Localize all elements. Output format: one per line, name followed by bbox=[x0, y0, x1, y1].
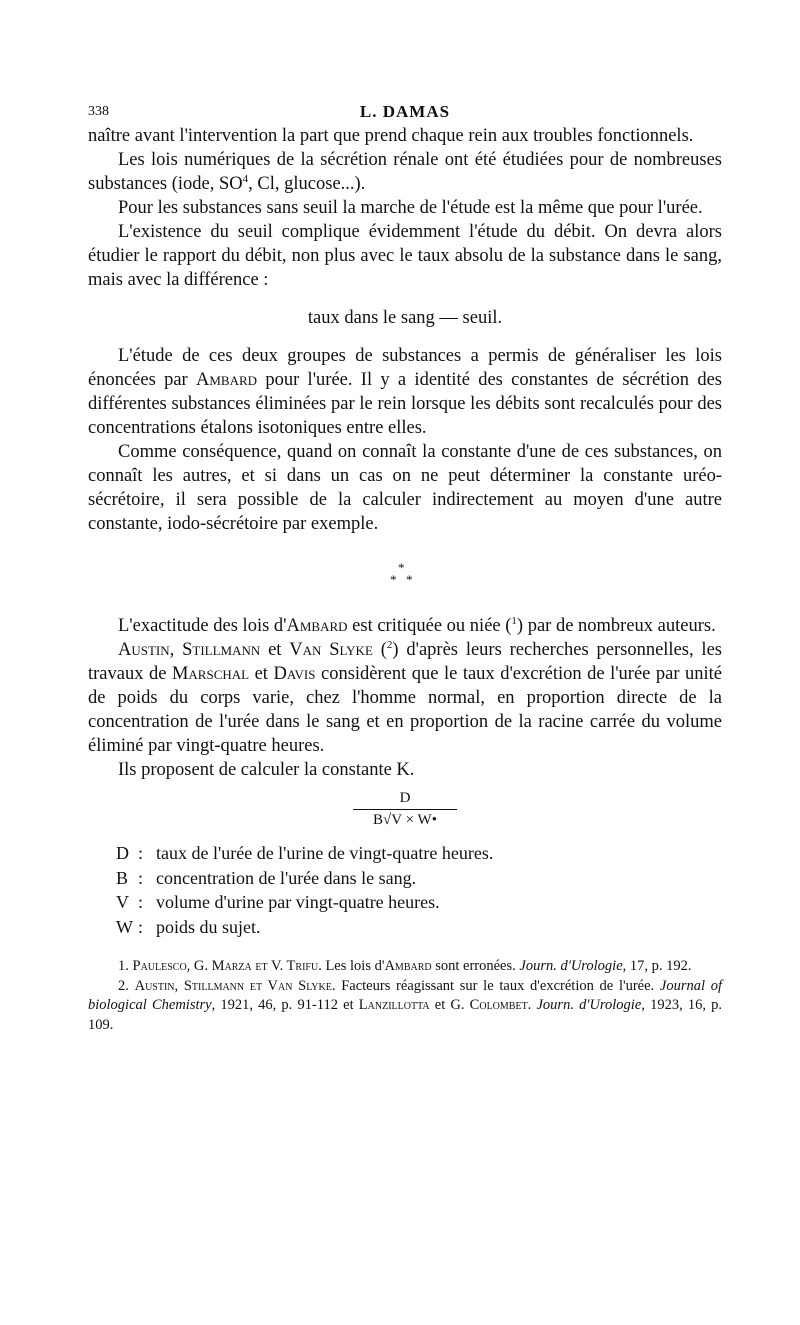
paragraph-8-text: ) d'après leurs recherches personnelles, les travaux de bbox=[88, 640, 722, 684]
formula-denominator-text: B√V × W bbox=[373, 812, 432, 828]
author-van-slyke: Van Slyke bbox=[289, 640, 373, 660]
definition-row bbox=[116, 890, 722, 915]
paragraph-6: Comme conséquence, quand on connaît la constante d'une de ces substances, on connaît les autres, et si dans un cas on ne peut déterminer la constante uréo-sécrétoire, il sera possible de la calculer indirectement au moyen d'une autre constante, iodo-sécrétoire par exemple. bbox=[88, 442, 722, 534]
star-right: * bbox=[406, 572, 413, 587]
paragraph-1: naître avant l'intervention la part que prend chaque rein aux troubles fonctionnels. bbox=[88, 126, 694, 146]
definition-row bbox=[116, 841, 722, 866]
footnote-journal: Journ. d'Urologie bbox=[519, 958, 623, 974]
page-header bbox=[88, 96, 722, 124]
footnote-ref-2: 2 bbox=[386, 638, 393, 651]
footnote-journal: Journ. d'Urologie bbox=[536, 997, 642, 1013]
separator: , bbox=[169, 640, 183, 660]
paragraph-7 bbox=[88, 614, 722, 638]
paragraph-7-text: L'exactitude des lois d' bbox=[118, 616, 287, 636]
formula-numerator: D bbox=[399, 790, 411, 806]
paragraph-5-text: L'étude de ces deux groupes de substances a permis de généraliser les lois énoncées par bbox=[88, 346, 722, 390]
ref-open: ( bbox=[372, 640, 387, 660]
paragraph-4: L'existence du seuil complique évidemment l'étude du débit. On devra alors étudier le rapport du débit, non plus avec le taux absolu de la substance dans le sang, mais avec la différence : bbox=[88, 222, 722, 290]
section-separator bbox=[88, 556, 722, 606]
footnote-number: 1. bbox=[118, 958, 129, 974]
conjunction: et bbox=[249, 664, 274, 684]
author-austin: Austin bbox=[118, 640, 170, 660]
footnote-author-lanzillotta: Lanzillotta bbox=[358, 997, 430, 1013]
author-ambard: Ambard bbox=[286, 616, 348, 636]
paragraph-2 bbox=[88, 148, 722, 196]
footnote-ref-1: 1 bbox=[511, 614, 517, 627]
page bbox=[88, 96, 722, 1035]
footnote-2 bbox=[88, 977, 722, 1036]
footnote-1 bbox=[88, 957, 722, 977]
footnote-text: et bbox=[429, 997, 451, 1013]
footnote-authors: Austin, Stillmann et Van Slyke. bbox=[134, 977, 336, 994]
constant-formula bbox=[345, 790, 465, 829]
author-davis: Davis bbox=[273, 664, 316, 684]
definition-text: taux de l'urée de l'urine de vingt-quatre heures. bbox=[156, 843, 494, 863]
paragraph-2-text-end: , Cl, glucose...). bbox=[248, 174, 366, 194]
paragraph-3: Pour les substances sans seuil la marche de l'étude est la même que pour l'urée. bbox=[118, 198, 703, 218]
sulfate-superscript: 4 bbox=[242, 172, 249, 185]
formula-line: taux dans le sang — seuil. bbox=[307, 308, 503, 328]
definition-colon: : bbox=[138, 843, 144, 863]
definition-colon: : bbox=[138, 867, 144, 888]
footnote-author-ambard: Ambard bbox=[384, 958, 432, 974]
paragraph-2-text: Les lois numériques de la sécrétion rénale ont été étudiées pour de nombreuses substances (iode, SO bbox=[88, 150, 722, 194]
definition-row bbox=[116, 915, 722, 940]
definition-symbol: D bbox=[116, 843, 129, 863]
symbol-definitions bbox=[116, 841, 722, 939]
paragraph-8 bbox=[88, 638, 722, 758]
definition-symbol: V bbox=[116, 892, 129, 912]
formula-dot: • bbox=[431, 812, 437, 828]
star-left: * bbox=[390, 572, 397, 587]
definition-symbol: W bbox=[116, 916, 133, 937]
paragraph-7-text-end: ) par de nombreux auteurs. bbox=[516, 616, 716, 636]
definition-text: volume d'urine par vingt-quatre heures. bbox=[156, 892, 440, 912]
definition-text: concentration de l'urée dans le sang. bbox=[156, 867, 417, 888]
footnote-author-colombet: G. Colombet. bbox=[450, 997, 532, 1013]
definition-colon: : bbox=[138, 892, 144, 912]
footnote-text: , 17, p. 192. bbox=[622, 958, 692, 974]
footnote-number: 2. bbox=[118, 977, 129, 994]
author-marschal: Marschal bbox=[171, 664, 250, 684]
fraction-bar bbox=[353, 809, 457, 810]
star-top: * bbox=[398, 560, 405, 575]
author-ambard: Ambard bbox=[196, 370, 258, 390]
footnote-text: Facteurs réagissant sur le taux d'excrétion de l'urée. bbox=[335, 977, 660, 994]
footnote-authors: Paulesco, G. Marza et V. Trifu. bbox=[132, 958, 322, 974]
definition-row bbox=[116, 866, 722, 891]
author-stillmann: Stillmann bbox=[182, 640, 261, 660]
page-number: 338 bbox=[88, 104, 109, 119]
definition-symbol: B bbox=[116, 867, 129, 888]
conjunction: et bbox=[260, 640, 290, 660]
running-head: L. DAMAS bbox=[359, 102, 451, 121]
footnote-text: sont erronées. bbox=[431, 958, 520, 974]
footnote-text: , 1921, 46, p. 91-112 et bbox=[211, 997, 359, 1013]
definition-colon: : bbox=[138, 916, 144, 937]
paragraph-9: Ils proposent de calculer la constante K. bbox=[118, 760, 415, 780]
formula-denominator bbox=[345, 812, 465, 829]
footnotes bbox=[88, 957, 722, 1035]
paragraph-7-text-mid: est critiquée ou niée ( bbox=[347, 616, 512, 636]
paragraph-8-text-end: considèrent que le taux d'excrétion de l'urée par unité de poids du corps varie, chez l'homme normal, en proportion directe de la concentration de l'urée dans le sang et en proportion de la racine carrée du volume éliminé par vingt-quatre heures. bbox=[88, 664, 722, 756]
definition-text: poids du sujet. bbox=[156, 916, 261, 937]
paragraph-5-text-end: pour l'urée. Il y a identité des constantes de sécrétion des différentes substances éliminées par le rein lorsque les débits sont recalculés pour des concentrations étalons isotoniques entre elles. bbox=[88, 370, 722, 438]
footnote-text: , 1923, 16, p. 109. bbox=[88, 997, 723, 1033]
footnote-text: Les lois d' bbox=[321, 958, 385, 974]
footnote-journal: Journal of biological Chemistry bbox=[88, 977, 722, 1013]
paragraph-5 bbox=[88, 344, 722, 440]
